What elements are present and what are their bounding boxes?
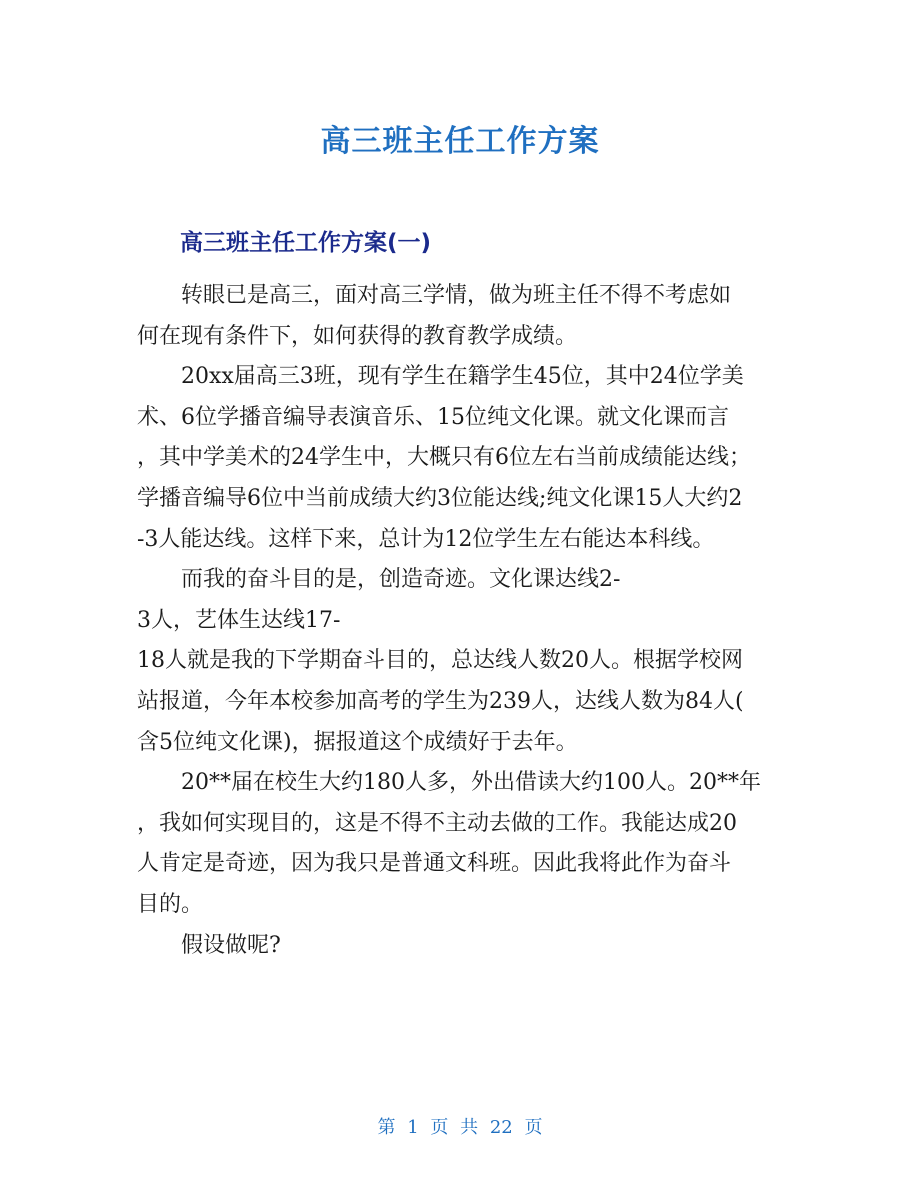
document-title: 高三班主任工作方案	[320, 124, 600, 159]
page-footer: 第 1 页 共 22 页	[377, 1117, 543, 1138]
paragraph-4: 20**届在校生大约180人多，外出借读大约100人。20**年 ，我如何实现目的，这是不得不主动去做的工作。我能达成20 人肯定是奇迹，因为我只是普通文科班。因此我将此作为奋斗 目的。	[137, 770, 761, 917]
document-body	[137, 276, 787, 966]
paragraph-5: 假设做呢?	[181, 932, 281, 958]
paragraph-2: 20xx届高三3班，现有学生在籍学生45位，其中24位学美 术、6位学播音编导表演音乐、15位纯文化课。就文化课而言 ，其中学美术的24学生中，大概只有6位左右当前成绩能达线； 学播音编导6位中当前成绩大约3位能达线;纯文化课15人大约2 -3人能达线。这样下来，总计为12位学生左右能达本科线。	[137, 364, 751, 552]
paragraph-3: 而我的奋斗目的是，创造奇迹。文化课达线2- 3人，艺体生达线17- 18人就是我的下学期奋斗目的，总达线人数20人。根据学校网 站报道，今年本校参加高考的学生为239人，达线人数为84人( 含5位纯文化课)，据报道这个成绩好于去年。	[137, 567, 744, 755]
section-title: 高三班主任工作方案(一)	[180, 230, 432, 256]
paragraph-1: 转眼已是高三，面对高三学情，做为班主任不得不考虑如 何在现有条件下，如何获得的教育教学成绩。	[137, 283, 732, 349]
